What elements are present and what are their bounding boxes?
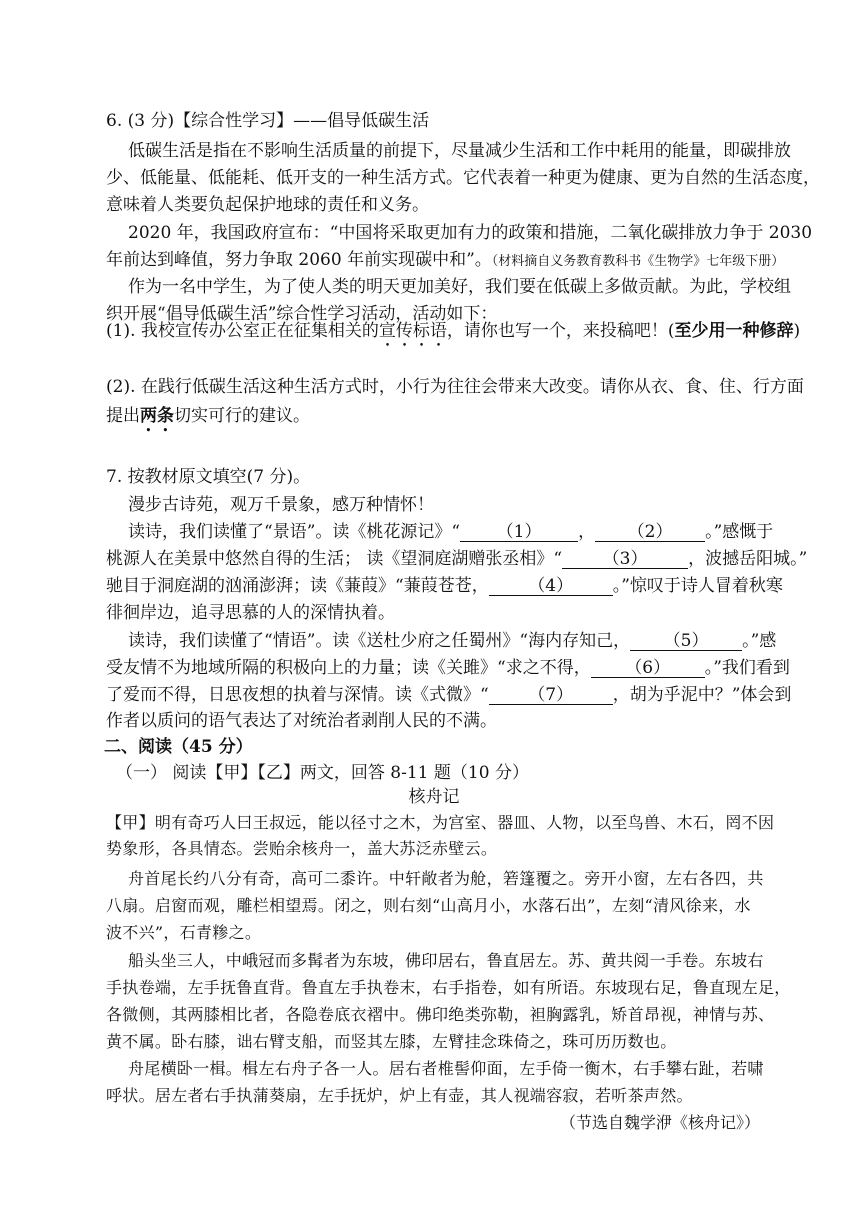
- passage-line-1: 【甲】明有奇巧人曰王叔远，能以径寸之木，为宫室、器皿、人物，以至鸟兽、木石，罔不因: [106, 813, 775, 832]
- passage-line-3: 舟首尾长约八分有奇，高可二黍许。中轩敞者为舱，箬篷覆之。旁开小窗，左右各四，共: [128, 869, 764, 888]
- section2-sub: （一） 阅读【甲】【乙】两文，回答 8-11 题（10 分）: [116, 763, 529, 783]
- passage-line-10: 舟尾横卧一楫。楫左右舟子各一人。居右者椎髻仰面，左手倚一衡木，右手攀右趾，若啸: [128, 1059, 764, 1078]
- q7-line4: 徘徊岸边，追寻思慕的人的深情执着。: [106, 603, 395, 623]
- q6-sub1-bold: 至少用一种修辞: [674, 321, 794, 341]
- q7-line2: [106, 548, 807, 570]
- q7-line5-end: 。”感: [742, 631, 777, 651]
- q6-p2-line1: 2020 年，我国政府宣布：“中国将采取更加有力的政策和措施，二氧化碳排放力争于 2030: [128, 223, 813, 243]
- q6-sub1-emphasis: 宣传标语: [378, 321, 447, 341]
- q7-line7: [106, 684, 791, 706]
- q7-line1-text: 读诗，我们读懂了“景语”。读《桃花源记》“: [128, 522, 461, 542]
- passage-line-4: 八扇。启窗而观，雕栏相望焉。闭之，则右刻“山高月小，水落石出”，左刻“清风徐来，水: [106, 896, 751, 915]
- q7-line2-text: 桃源人在美景中悠然自得的生活； 读《望洞庭湖赠张丞相》“: [106, 549, 563, 569]
- q6-p2-line2-main: 年前达到峰值，努力争取 2060 年前实现碳中和”。: [106, 250, 492, 270]
- blank-6[interactable]: （6）: [591, 659, 705, 678]
- passage-line-9: 黄不属。卧右膝，诎右臂支船，而竖其左膝，左臂挂念珠倚之，珠可历历数也。: [106, 1032, 677, 1051]
- blank-1[interactable]: （1）: [460, 523, 578, 542]
- q7-line3-text: 驰目于洞庭湖的汹涌澎湃；读《蒹葭》“蒹葭苍苍，: [106, 576, 489, 596]
- q7-line6-end: 。”我们看到: [704, 658, 790, 678]
- q7-line3-end: 。”惊叹于诗人冒着秋寒: [612, 576, 783, 596]
- q6-p2-line2: [106, 249, 784, 273]
- q7-line8: 作者以质问的语气表达了对统治者剥削人民的不满。: [106, 711, 497, 731]
- q7-intro: 漫步古诗苑，观万千景象，感万种情怀！: [128, 495, 434, 515]
- q6-sub2-text: 提出: [106, 406, 140, 426]
- q6-sub2-text2: 切实可行的建议。: [174, 406, 310, 426]
- q7-line6: [106, 657, 790, 679]
- passage-line-7: 手执卷端，左手抚鲁直背。鲁直左手执卷末，右手指卷，如有所语。东坡现右足，鲁直现左足，: [106, 978, 791, 997]
- passage-line-6: 船头坐三人，中峨冠而多髯者为东坡，佛印居右，鲁直居左。苏、黄共阅一手卷。东坡右: [128, 951, 764, 970]
- passage-source: （节选自魏学洢《核舟记》）: [560, 1113, 761, 1132]
- q7-line7-text: 了爱而不得，日思夜想的执着与深情。读《式微》“: [106, 685, 489, 705]
- q7-line2-end: ，波撼岳阳城。”: [688, 549, 808, 569]
- passage-line-5: 波不兴”，石青糁之。: [106, 923, 262, 942]
- q7-heading: 7. 按教材原文填空(7 分)。: [106, 467, 311, 487]
- q6-heading: 6. (3 分)【综合性学习】——倡导低碳生活: [106, 111, 430, 131]
- q6-p1-line1: 低碳生活是指在不影响生活质量的前提下，尽量减少生活和工作中耗用的能量，即碳排放: [128, 141, 791, 161]
- q6-sub1-close: ): [793, 321, 801, 341]
- q6-subquestion-1: [106, 320, 800, 351]
- blank-2[interactable]: （2）: [595, 523, 705, 542]
- q7-line1: [128, 521, 773, 543]
- q6-subquestion-2-line1: (2). 在践行低碳生活这种生活方式时，小行为往往会带来大改变。请你从衣、食、住、行方面: [106, 377, 804, 397]
- q6-sub1-text2: ，请你也写一个，来投稿吧！(: [446, 321, 675, 341]
- q7-line5-text: 读诗，我们读懂了“情语”。读《送杜少府之任蜀州》“海内存知己，: [128, 631, 631, 651]
- q6-sub2-emphasis: 两条: [140, 406, 174, 426]
- passage-line-8: 各微侧，其两膝相比者，各隐卷底衣褶中。佛印绝类弥勒，袒胸露乳，矫首昂视，神情与苏、: [106, 1005, 775, 1024]
- q6-subquestion-2-line2: [106, 405, 310, 436]
- q7-line3: [106, 575, 783, 597]
- q6-sub1-text: (1). 我校宣传办公室正在征集相关的: [106, 321, 379, 341]
- q7-line6-text: 受友情不为地域所隔的积极向上的力量；读《关雎》“求之不得，: [106, 658, 591, 678]
- q7-line1-end: 。”感慨于: [705, 522, 774, 542]
- blank-4[interactable]: （4）: [489, 577, 613, 596]
- q7-line1-sep: ，: [578, 522, 596, 542]
- section2-heading: 二、阅读（45 分）: [104, 737, 253, 757]
- q7-line5: [128, 630, 776, 652]
- q6-p2-source: （材料摘自义务教育教科书《生物学》七年级下册）: [491, 254, 785, 269]
- q6-p3-line2: 织开展“倡导低碳生活”综合性学习活动，活动如下：: [106, 304, 498, 324]
- blank-7[interactable]: （7）: [489, 686, 613, 705]
- blank-5[interactable]: （5）: [630, 632, 742, 651]
- blank-3[interactable]: （3）: [562, 550, 688, 569]
- passage-line-2: 势象形，各具情态。尝贻余核舟一，盖大苏泛赤壁云。: [106, 839, 498, 858]
- q6-p3-line1: 作为一名中学生，为了使人类的明天更加美好，我们要在低碳上多做贡献。为此，学校组: [128, 277, 791, 297]
- passage-line-11: 呼状。居左者右手执蒲葵扇，左手抚炉，炉上有壶，其人视端容寂，若听茶声然。: [106, 1086, 693, 1105]
- q7-line7-end: ，胡为乎泥中？”体会到: [612, 685, 792, 705]
- passage-title: 核舟记: [408, 787, 460, 807]
- q6-p1-line3: 意味着人类要负起保护地球的责任和义务。: [106, 195, 429, 215]
- q6-p1-line2: 少、低能量、低能耗、低开支的一种生活方式。它代表着一种更为健康、更为自然的生活态度，: [106, 168, 820, 188]
